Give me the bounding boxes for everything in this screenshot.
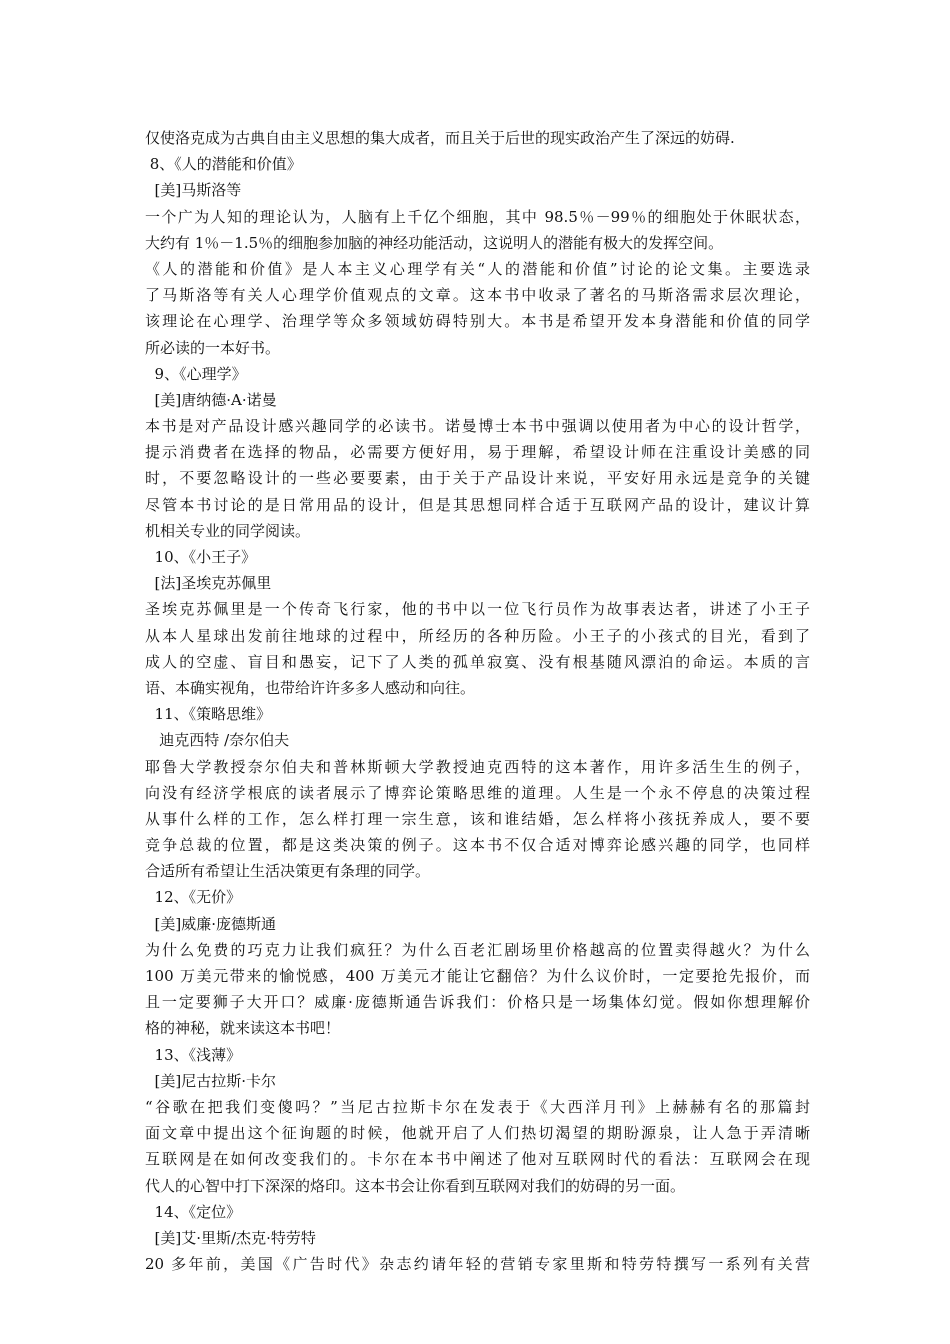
text-line: 互联网是在如何改变我们的。卡尔在本书中阐述了他对互联网时代的看法：互联网会在现 — [145, 1150, 810, 1169]
text-line: 仅使洛克成为古典自由主义思想的集大成者，而且关于后世的现实政治产生了深远的妨碍. — [145, 129, 735, 147]
text-line: 圣埃克苏佩里是一个传奇飞行家，他的书中以一位飞行员作为故事表达者，讲述了小王子 — [145, 600, 810, 619]
text-line: [美]唐纳德·A·诺曼 — [145, 390, 277, 409]
text-line: 语、本确实视角，也带给许许多多人感动和向往。 — [145, 678, 476, 697]
text-line: 且一定要狮子大开口？威廉·庞德斯通告诉我们：价格只是一场集体幻觉。假如你想理解价 — [145, 993, 810, 1012]
text-line: 11、《策略思维》 — [145, 705, 272, 724]
text-line: [美]艾·里斯/杰克·特劳特 — [145, 1228, 316, 1247]
text-line: [美]尼古拉斯·卡尔 — [145, 1071, 277, 1090]
text-line: 该理论在心理学、治理学等众多领域妨碍特别大。本书是希望开发本身潜能和价值的同学 — [145, 312, 810, 331]
text-line: [法]圣埃克苏佩里 — [145, 574, 272, 593]
text-line: 本书是对产品设计感兴趣同学的必读书。诺曼博士本书中强调以使用者为中心的设计哲学， — [145, 417, 810, 436]
text-line: 面文章中提出这个征询题的时候，他就开启了人们热切渴望的期盼源泉，让人急于弄清晰 — [145, 1124, 810, 1143]
text-line: 向没有经济学根底的读者展示了博弈论策略思维的道理。人生是一个永不停息的决策过程 — [145, 783, 810, 802]
text-line: 20 多年前，美国《广告时代》杂志约请年轻的营销专家里斯和特劳特撰写一系列有关营 — [145, 1255, 810, 1274]
text-line: 从本人星球出发前往地球的过程中，所经历的各种历险。小王子的小孩式的目光，看到了 — [145, 626, 810, 645]
text-line: 13、《浅薄》 — [145, 1045, 242, 1064]
text-line: 14、《定位》 — [145, 1202, 242, 1221]
text-line: 竞争总裁的位置，都是这类决策的例子。这本书不仅合适对博弈论感兴趣的同学，也同样 — [145, 836, 810, 855]
text-line: “谷歌在把我们变傻吗？”当尼古拉斯卡尔在发表于《大西洋月刊》上赫赫有名的那篇封 — [145, 1097, 810, 1116]
text-line: 机相关专业的同学阅读。 — [145, 521, 311, 540]
text-line: 9、《心理学》 — [145, 364, 247, 383]
text-line: 从事什么样的工作，怎么样打理一宗生意，该和谁结婚，怎么样将小孩抚养成人，要不要 — [145, 809, 810, 828]
text-line: 格的神秘，就来读这本书吧！ — [145, 1019, 341, 1038]
text-line: 代人的心智中打下深深的烙印。这本书会让你看到互联网对我们的妨碍的另一面。 — [145, 1176, 686, 1195]
text-line: 12、《无价》 — [145, 888, 242, 907]
text-line: [美]威廉·庞德斯通 — [145, 914, 277, 933]
text-line: 耶鲁大学教授奈尔伯夫和普林斯顿大学教授迪克西特的这本著作，用许多活生生的例子， — [145, 757, 810, 776]
text-line: 合适所有希望让生活决策更有条理的同学。 — [145, 862, 431, 881]
text-line: 10、《小王子》 — [145, 548, 257, 566]
text-line: 大约有 1％－1.5％的细胞参加脑的神经功能活动，这说明人的潜能有极大的发挥空间。 — [145, 233, 724, 252]
text-line: 100 万美元带来的愉悦感，400 万美元才能让它翻倍？为什么议价时，一定要抢先报价，而 — [145, 967, 810, 985]
document-body — [145, 125, 810, 1277]
text-line: [美]马斯洛等 — [145, 181, 242, 200]
text-line: 《人的潜能和价值》是人本主义心理学有关“人的潜能和价值”讨论的论文集。主要选录 — [145, 259, 810, 278]
text-line: 了马斯洛等有关人心理学价值观点的文章。这本书中收录了著名的马斯洛需求层次理论， — [145, 286, 810, 305]
text-line: 时，不要忽略设计的一些必要要素，由于关于产品设计来说，平安好用永远是竞争的关键 — [145, 469, 810, 488]
text-line: 成人的空虚、盲目和愚妄，记下了人类的孤单寂寞、没有根基随风漂泊的命运。本质的言 — [145, 652, 810, 671]
text-line: 迪克西特 /奈尔伯夫 — [145, 731, 290, 750]
text-line: 所必读的一本好书。 — [145, 338, 281, 357]
text-line: 提示消费者在选择的物品，必需要方便好用，易于理解，希望设计师在注重设计美感的同 — [145, 443, 810, 462]
text-line: 为什么免费的巧克力让我们疯狂？为什么百老汇剧场里价格越高的位置卖得越火？为什么 — [145, 940, 810, 959]
text-line: 尽管本书讨论的是日常用品的设计，但是其思想同样合适于互联网产品的设计，建议计算 — [145, 495, 810, 514]
text-line: 8、《人的潜能和价值》 — [145, 155, 302, 174]
text-line: 一个广为人知的理论认为，人脑有上千亿个细胞，其中 98.5％－99％的细胞处于休眠状态， — [145, 207, 810, 226]
